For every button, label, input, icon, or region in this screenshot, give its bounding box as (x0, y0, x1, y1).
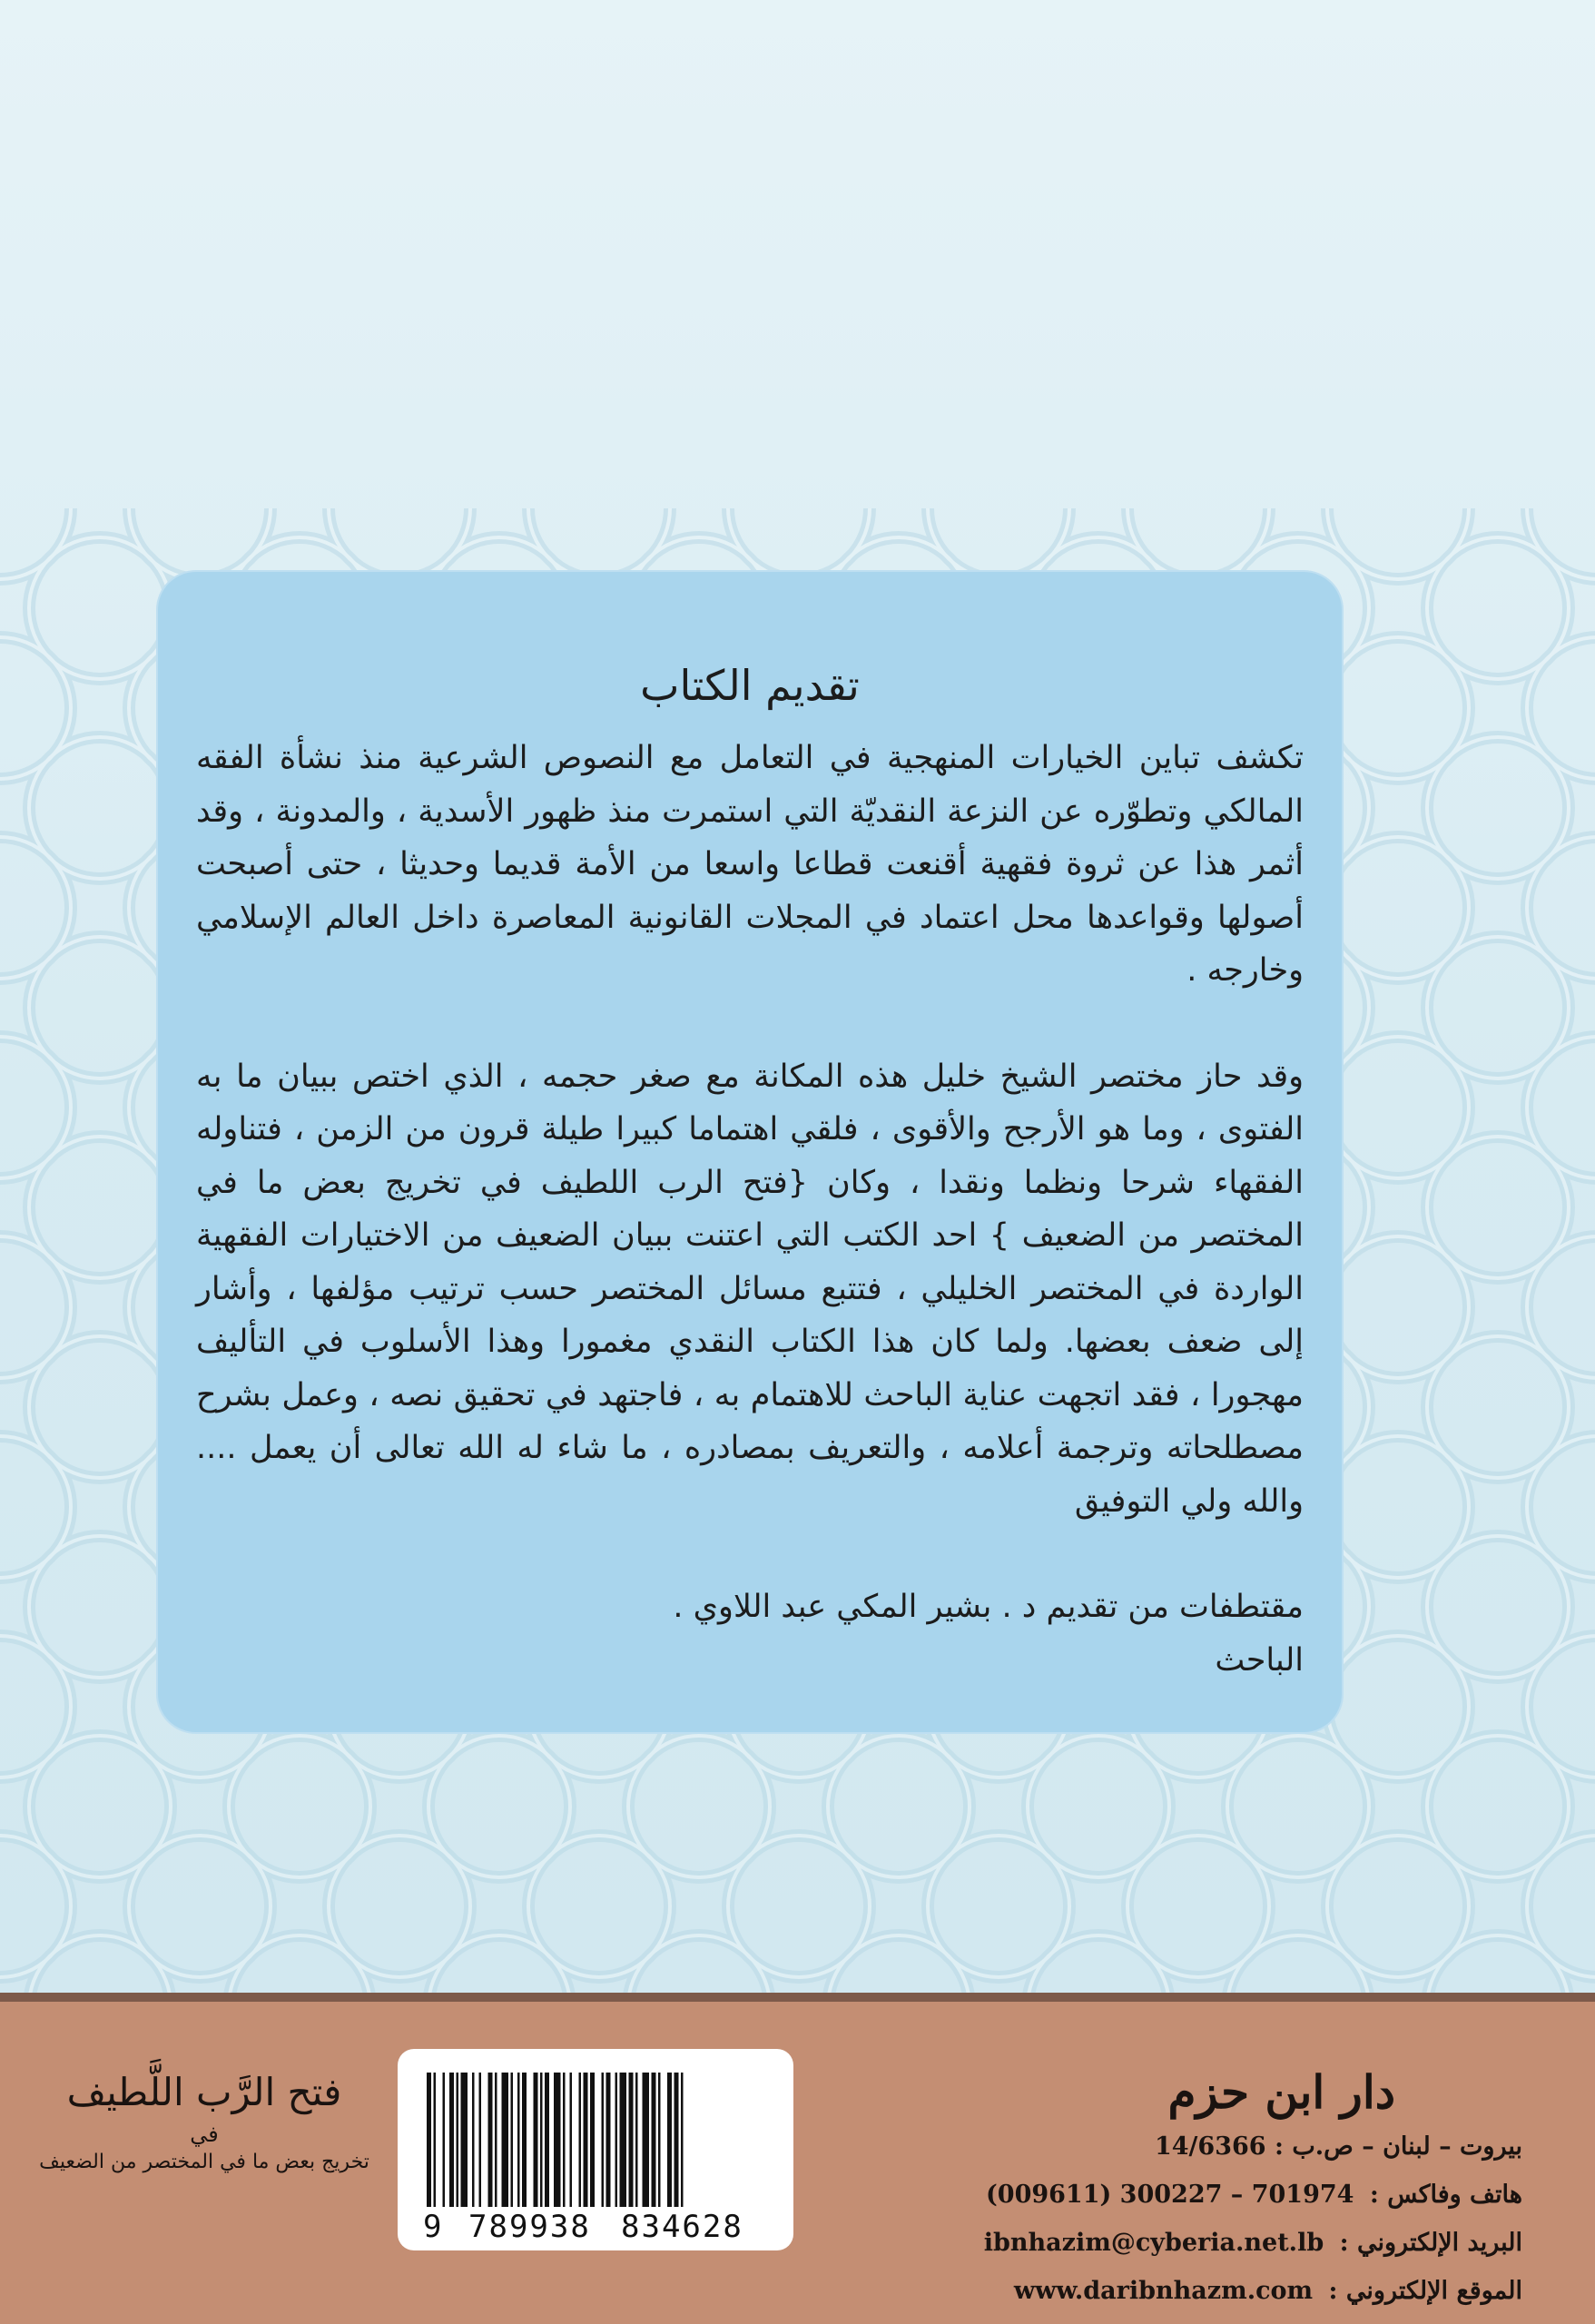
publisher-website (941, 2267, 1522, 2315)
publisher-info (941, 2065, 1522, 2315)
book-subtitle: تخريج بعض ما في المختصر من الضعيف (39, 2151, 369, 2173)
email-label: البريد الإلكتروني : (1339, 2229, 1522, 2257)
excerpt-note: مقتطفات من تقديم د . بشير المكي عبد اللاوي . (673, 1589, 1304, 1625)
publisher-address: بيروت – لبنان – ص.ب : 14/6366 (1154, 2132, 1522, 2161)
publisher-email (941, 2219, 1522, 2267)
barcode-bars (423, 2073, 768, 2207)
publisher-phone (941, 2171, 1522, 2219)
book-title-block (27, 2070, 381, 2173)
isbn-prefix: 9 (423, 2209, 444, 2245)
introduction-panel (156, 570, 1344, 1734)
isbn-group-1: 789938 (468, 2209, 591, 2245)
book-title-fi: في (190, 2122, 219, 2147)
publisher-logo: دار ابن حزم (1167, 2065, 1395, 2119)
isbn-group-2: 834628 (621, 2209, 743, 2245)
bottom-strip (0, 1993, 1595, 2324)
book-title: فتح الرَّب اللَّطيف (66, 2070, 342, 2114)
signature: الباحث (1215, 1641, 1304, 1679)
phone-value: (009611) 300227 – 701974 (986, 2181, 1354, 2209)
isbn-barcode (398, 2049, 793, 2250)
website-value: www.daribnhazm.com (1013, 2277, 1314, 2305)
introduction-text (196, 732, 1304, 1687)
paragraph-2: وقد حاز مختصر الشيخ خليل هذه المكانة مع صغر حجمه ، الذي اختص ببيان ما به الفتوى ، وما هو الأرجح والأقوى ، فلقي اهتماما كبيرا طيلة قرون من الزمن ، فتناوله الفقهاء شرحا ونظما ونقدا ، وكان {فتح الرب اللطيف في تخريج بعض ما في المختصر من الضعيف } احد الكتب التي اعتنت ببيان الضعيف من الاختيارات الفقهية الواردة في المختصر الخليلي ، فتتبع مسائل المختصر حسب ترتيب مؤلفها ، وأشار إلى ضعف بعضها. ولما كان هذا الكتاب النقدي مغمورا وهذا الأسلوب في التأليف مهجورا ، فقد اتجهت عناية الباحث للاهتمام به ، فاجتهد في تحقيق نصه ، وعمل بشرح مصطلحاته وترجمة أعلامه ، والتعريف بمصادره ، ما شاء له الله تعالى أن يعمل .... والله ولي التوفيق (196, 1058, 1304, 1520)
email-value: ibnhazim@cyberia.net.lb (983, 2229, 1324, 2257)
website-label: الموقع الإلكتروني : (1328, 2277, 1522, 2305)
paragraph-1: تكشف تباين الخيارات المنهجية في التعامل مع النصوص الشرعية منذ نشأة الفقه المالكي وتطوّره عن النزعة النقديّة التي استمرت منذ ظهور الأسدية ، والمدونة ، وقد أثمر هذا عن ثروة فقهية أقنعت قطاعا واسعا من الأمة قديما وحديثا ، حتى أصبحت أصولها وقواعدها محل اعتماد في المجلات القانونية المعاصرة داخل العالم الإسلامي وخارجه . (196, 740, 1304, 989)
phone-label: هاتف وفاكس : (1369, 2181, 1522, 2209)
panel-title: تقديم الكتاب (640, 661, 860, 710)
